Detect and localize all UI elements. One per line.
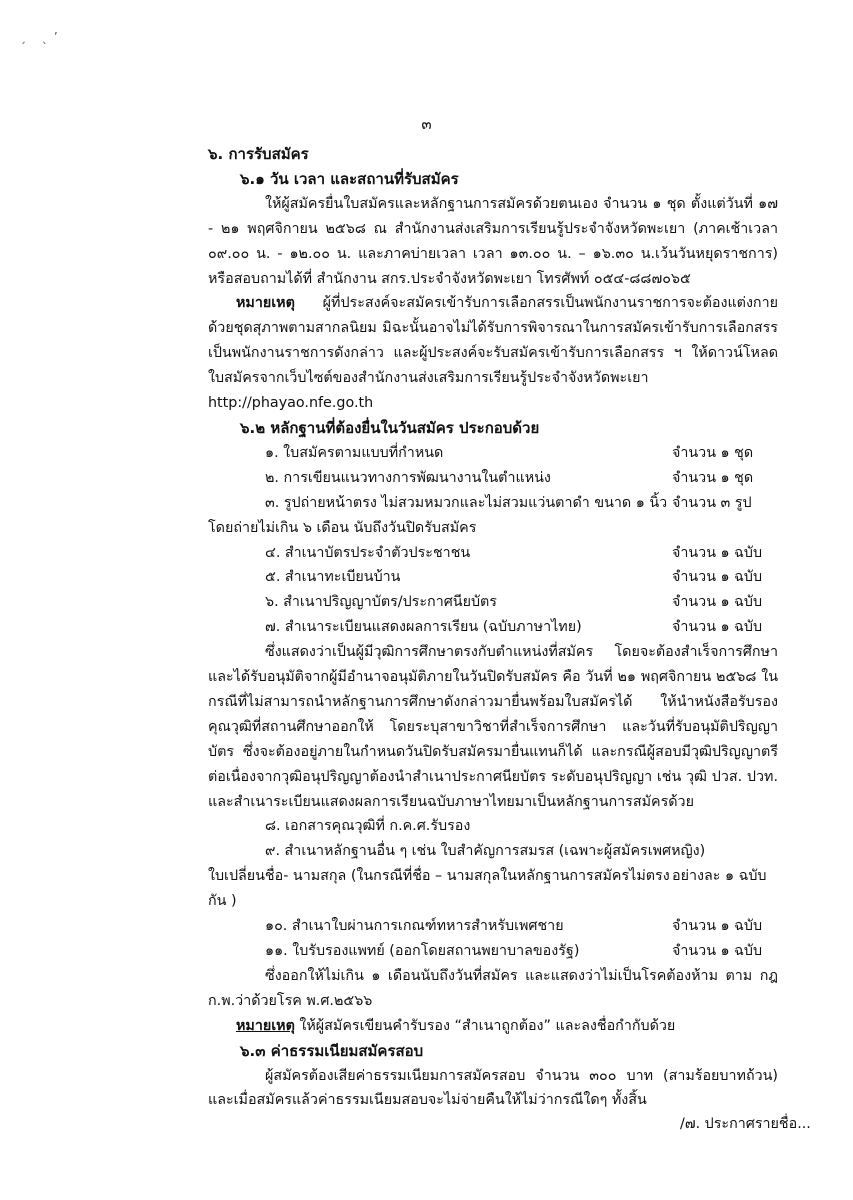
section-6-1-title: ๖.๑ วัน เวลา และสถานที่รับสมัคร: [240, 169, 459, 188]
item-label: ๗. สำเนาระเบียนแสดงผลการเรียน (ฉบับภาษาไทย): [265, 619, 582, 636]
continuation-footer: /๗. ประกาศรายชื่อ...: [680, 1116, 811, 1132]
section-6-1-body: ให้ผู้สมัครยื่นใบสมัครและหลักฐานการสมัครด้วยตนเอง จำนวน ๑ ชุด ตั้งแต่วันที่ ๑๗ - ๒๑ พฤศจิกายน ๒๕๖๘ ณ สำนักงานส่งเสริมการเรียนรู้ประจำจังหวัดพะเยา (ภาคเช้าเวลา ๐๙.๐๐ น. - ๑๒.๐๐ น. และภาคบ่ายเวลา เวลา ๑๓.๐๐ น. – ๑๖.๓๐ น.เว้นวันหยุดราชการ) หรือสอบถามได้ที่ สำนักงาน สกร.ประจำจังหวัดพะเยา โทรศัพท์ ๐๕๔-๘๘๗๐๖๕: [208, 195, 778, 287]
scan-specks: ˏ ˎ’: [20, 30, 64, 44]
list-item: [208, 814, 778, 839]
item-label: ๕. สำเนาทะเบียนบ้าน: [265, 569, 401, 586]
item-qty: จำนวน ๑ ฉบับ: [672, 569, 763, 586]
item-label: ๘. เอกสารคุณวุฒิที่ ก.ค.ศ.รับรอง: [265, 818, 471, 835]
note-body: ผู้ที่ประสงค์จะสมัครเข้ารับการเลือกสรรเป็นพนักงานราชการจะต้องแต่งกายด้วยชุดสุภาพตามสากลนิยม มิฉะนั้นอาจไม่ได้รับการพิจารณาในการสมัครเข้ารับการเลือกสรรเป็นพนักงานราชการดังกล่าว และผู้ประสงค์จะรับสมัครเข้ารับการเลือกสรร ฯ ให้ดาวน์โหลดใบสมัครจากเว็บไซต์ของสำนักงานส่งเสริมการเรียนรู้ประจำจังหวัดพะเยา http://phayao.nfe.go.th: [208, 295, 778, 412]
list-item: [208, 914, 778, 939]
page-number: ๓: [421, 115, 432, 133]
item-label: ๓. รูปถ่ายหน้าตรง ไม่สวมหมวกและไม่สวมแว่นตาดำ ขนาด ๑ นิ้ว: [265, 494, 668, 511]
list-item: [208, 441, 778, 466]
item-qty: อย่างละ ๑ ฉบับ: [672, 868, 767, 885]
item-label: ๑. ใบสมัครตามแบบที่กำหนด: [265, 444, 444, 461]
item-label: ๙. สำเนาหลักฐานอื่น ๆ เช่น ใบสำคัญการสมรส (เฉพาะผู้สมัครเพศหญิง): [265, 843, 706, 860]
item-label: ๒. การเขียนแนวทางการพัฒนางานในตำแหน่ง: [265, 469, 551, 486]
item-qty: จำนวน ๓ รูป: [672, 494, 752, 511]
list-item: [208, 939, 778, 964]
item-qty: จำนวน ๑ ฉบับ: [672, 544, 763, 561]
list-item: [208, 466, 778, 491]
document-body: [208, 142, 778, 1113]
item-label: ๔. สำเนาบัตรประจำตัวประชาชน: [265, 544, 471, 561]
item-qty: จำนวน ๑ ฉบับ: [672, 594, 763, 611]
list-item: [208, 491, 778, 516]
note-label: หมายเหตุ: [236, 1017, 295, 1034]
section-6-2-note: [208, 1014, 778, 1039]
item-label: ๑๐. สำเนาใบผ่านการเกณฑ์ทหารสำหรับเพศชาย: [265, 918, 564, 935]
list-item: [208, 864, 778, 914]
item-qty: จำนวน ๑ ชุด: [672, 444, 754, 461]
item-11-note: ซึ่งออกให้ไม่เกิน ๑ เดือนนับถึงวันที่สมัคร และแสดงว่าไม่เป็นโรคต้องห้าม ตาม กฎ ก.พ.ว่าด้วยโรค พ.ศ.๒๕๖๖: [208, 967, 778, 1009]
item-qty: จำนวน ๑ ฉบับ: [672, 619, 763, 636]
list-item: [208, 541, 778, 566]
list-item: [208, 839, 778, 864]
item-qty: จำนวน ๑ ฉบับ: [672, 943, 763, 959]
item-qty: จำนวน ๑ ชุด: [672, 469, 754, 486]
list-item: [208, 590, 778, 615]
item-7-note: ซึ่งแสดงว่าเป็นผู้มีวุฒิการศึกษาตรงกับตำแหน่งที่สมัคร โดยจะต้องสำเร็จการศึกษาและได้รับอนุมัติจากผู้มีอำนาจอนุมัติภายในวันปิดรับสมัคร คือ วันที่ ๒๑ พฤศจิกายน ๒๕๖๘ ในกรณีที่ไม่สามารถนำหลักฐานการศึกษาดังกล่าวมายื่นพร้อมใบสมัครได้ ให้นำหนังสือรับรองคุณวุฒิที่สถานศึกษาออกให้ โดยระบุสาขาวิชาที่สำเร็จการศึกษา และวันที่รับอนุมัติปริญญาบัตร ซึ่งจะต้องอยู่ภายในกำหนดวันปิดรับสมัครมายื่นแทนก็ได้ และกรณีผู้สอบมีวุฒิปริญญาตรีต่อเนื่องจากวุฒิอนุปริญญาต้องนำสำเนาประกาศนียบัตร ระดับอนุปริญญา เช่น วุฒิ ปวส. ปวท. และสำเนาระเบียนแสดงผลการเรียนฉบับภาษาไทยมาเป็นหลักฐานการสมัครด้วย: [208, 644, 778, 810]
section-6-title: ๖. การรับสมัคร: [208, 145, 309, 163]
section-6-2-title: ๖.๒ หลักฐานที่ต้องยื่นในวันสมัคร ประกอบด้วย: [240, 418, 540, 437]
item-continuation: ใบเปลี่ยนชื่อ- นามสกุล (ในกรณีที่ชื่อ – นามสกุลในหลักฐานการสมัครไม่ตรงกัน ): [208, 868, 670, 910]
list-item: [208, 565, 778, 590]
item-label: ๖. สำเนาปริญญาบัตร/ประกาศนียบัตร: [265, 594, 497, 611]
list-item: [208, 615, 778, 640]
section-6-1-note: [208, 291, 778, 416]
item-continuation: โดยถ่ายไม่เกิน ๖ เดือน นับถึงวันปิดรับสมัคร: [208, 519, 477, 536]
note-label: หมายเหตุ: [236, 295, 295, 312]
section-6-3-title: ๖.๓ ค่าธรรมเนียมสมัครสอบ: [240, 1041, 424, 1060]
item-label: ๑๑. ใบรับรองแพทย์ (ออกโดยสถานพยาบาลของรัฐ): [265, 943, 580, 959]
item-qty: จำนวน ๑ ฉบับ: [672, 918, 763, 935]
section-6-3-body: ผู้สมัครต้องเสียค่าธรรมเนียมการสมัครสอบ จำนวน ๓๐๐ บาท (สามร้อยบาทถ้วน) และเมื่อสมัครแล้วค่าธรรมเนียมสอบจะไม่จ่ายคืนให้ไม่ว่ากรณีใดๆ ทั้งสิ้น: [208, 1067, 778, 1109]
note-body: ให้ผู้สมัครเขียนคำรับรอง “สำเนาถูกต้อง” และลงชื่อกำกับด้วย: [294, 1017, 676, 1034]
